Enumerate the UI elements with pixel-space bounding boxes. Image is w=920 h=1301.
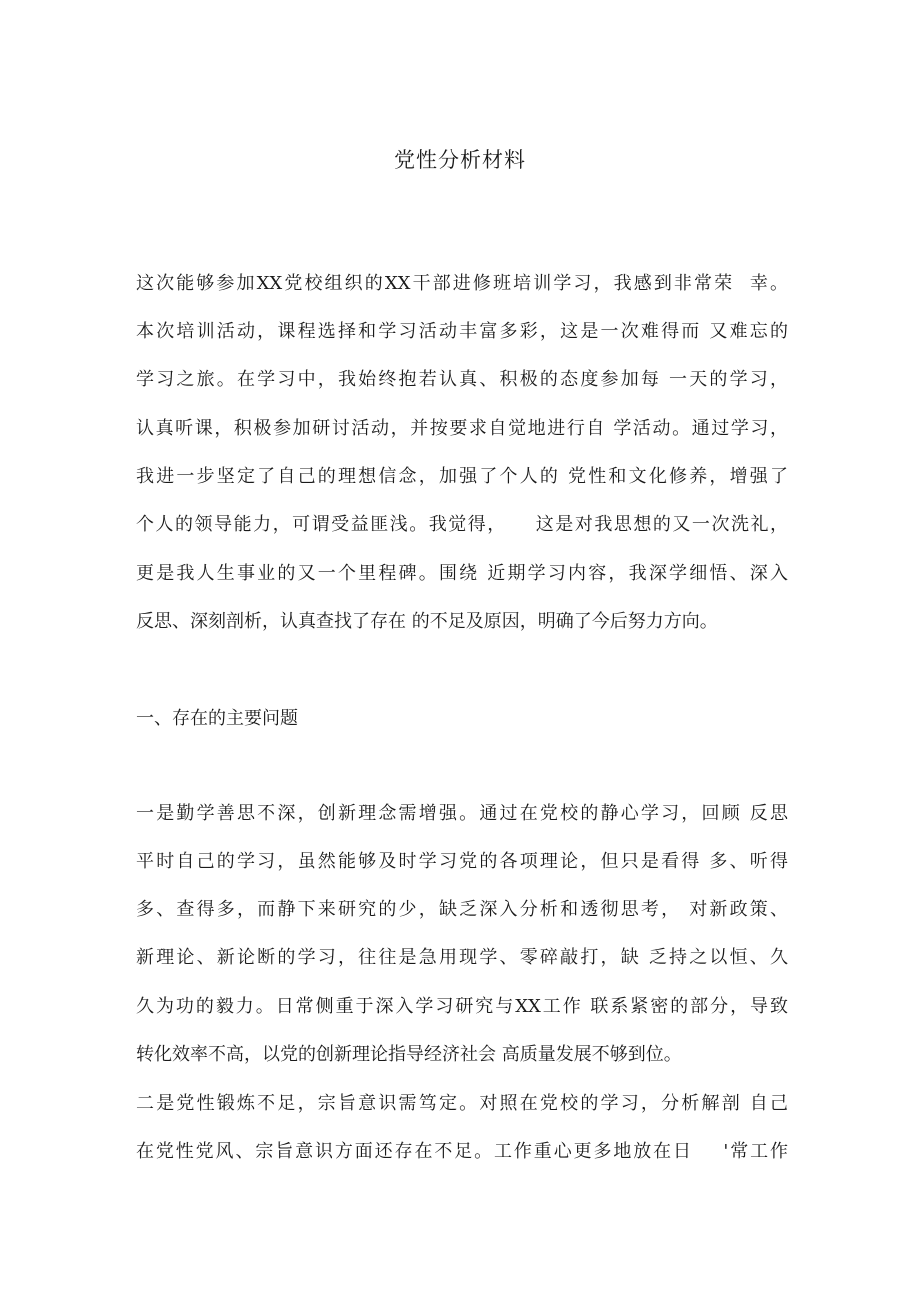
paragraph-line: 本次培训活动，课程选择和学习活动丰富多彩，这是一次难得而 又难忘的 — [136, 321, 788, 342]
paragraph-line: 认真听课，积极参加研讨活动，并按要求自觉地进行自 学活动。通过学习， — [136, 418, 788, 439]
paragraph-line: 这次能够参加XX党校组织的XX干部进修班培训学习，我感到非常荣 幸。 — [136, 273, 788, 294]
paragraph-line: 更是我人生事业的又一个里程碑。围绕 近期学习内容，我深学细悟、深入 — [136, 563, 788, 584]
document-title: 党性分析材料 — [394, 148, 526, 172]
section-heading: 一、存在的主要问题 — [136, 708, 298, 729]
paragraph-line: 转化效率不高，以党的创新理论指导经济社会 高质量发展不够到位。 — [136, 1044, 682, 1065]
paragraph-line: 学习之旅。在学习中，我始终抱若认真、积极的态度参加每 一天的学习， — [136, 369, 788, 390]
paragraph-line: 个人的领导能力，可谓受益匪浅。我觉得， 这是对我思想的又一次洗礼， — [136, 514, 788, 535]
paragraph-line: 二是党性锻炼不足，宗旨意识需笃定。对照在党校的学习，分析解剖 自己 — [136, 1093, 788, 1114]
paragraph-line: 久为功的毅力。日常侧重于深入学习研究与XX工作 联系紧密的部分，导致 — [136, 996, 788, 1017]
paragraph-line: 新理论、新论断的学习，往往是急用现学、零碎敲打，缺 乏持之以恒、久 — [136, 947, 788, 968]
paragraph-line: 我进一步坚定了自己的理想信念，加强了个人的 党性和文化修养，增强了 — [136, 466, 788, 487]
paragraph-line: 反思、深刻剖析，认真查找了存在 的不足及原因，明确了今后努力方向。 — [136, 611, 718, 632]
paragraph-line: 一是勤学善思不深，创新理念需增强。通过在党校的静心学习，回顾 反思 — [136, 803, 788, 824]
paragraph-line: 在党性党风、宗旨意识方面还存在不足。工作重心更多地放在日 '常工作 — [136, 1141, 788, 1162]
paragraph-line: 多、查得多，而静下来研究的少，缺乏深入分析和透彻思考， 对新政策、 — [136, 899, 788, 920]
paragraph-line: 平时自己的学习，虽然能够及时学习党的各项理论，但只是看得 多、听得 — [136, 851, 788, 872]
